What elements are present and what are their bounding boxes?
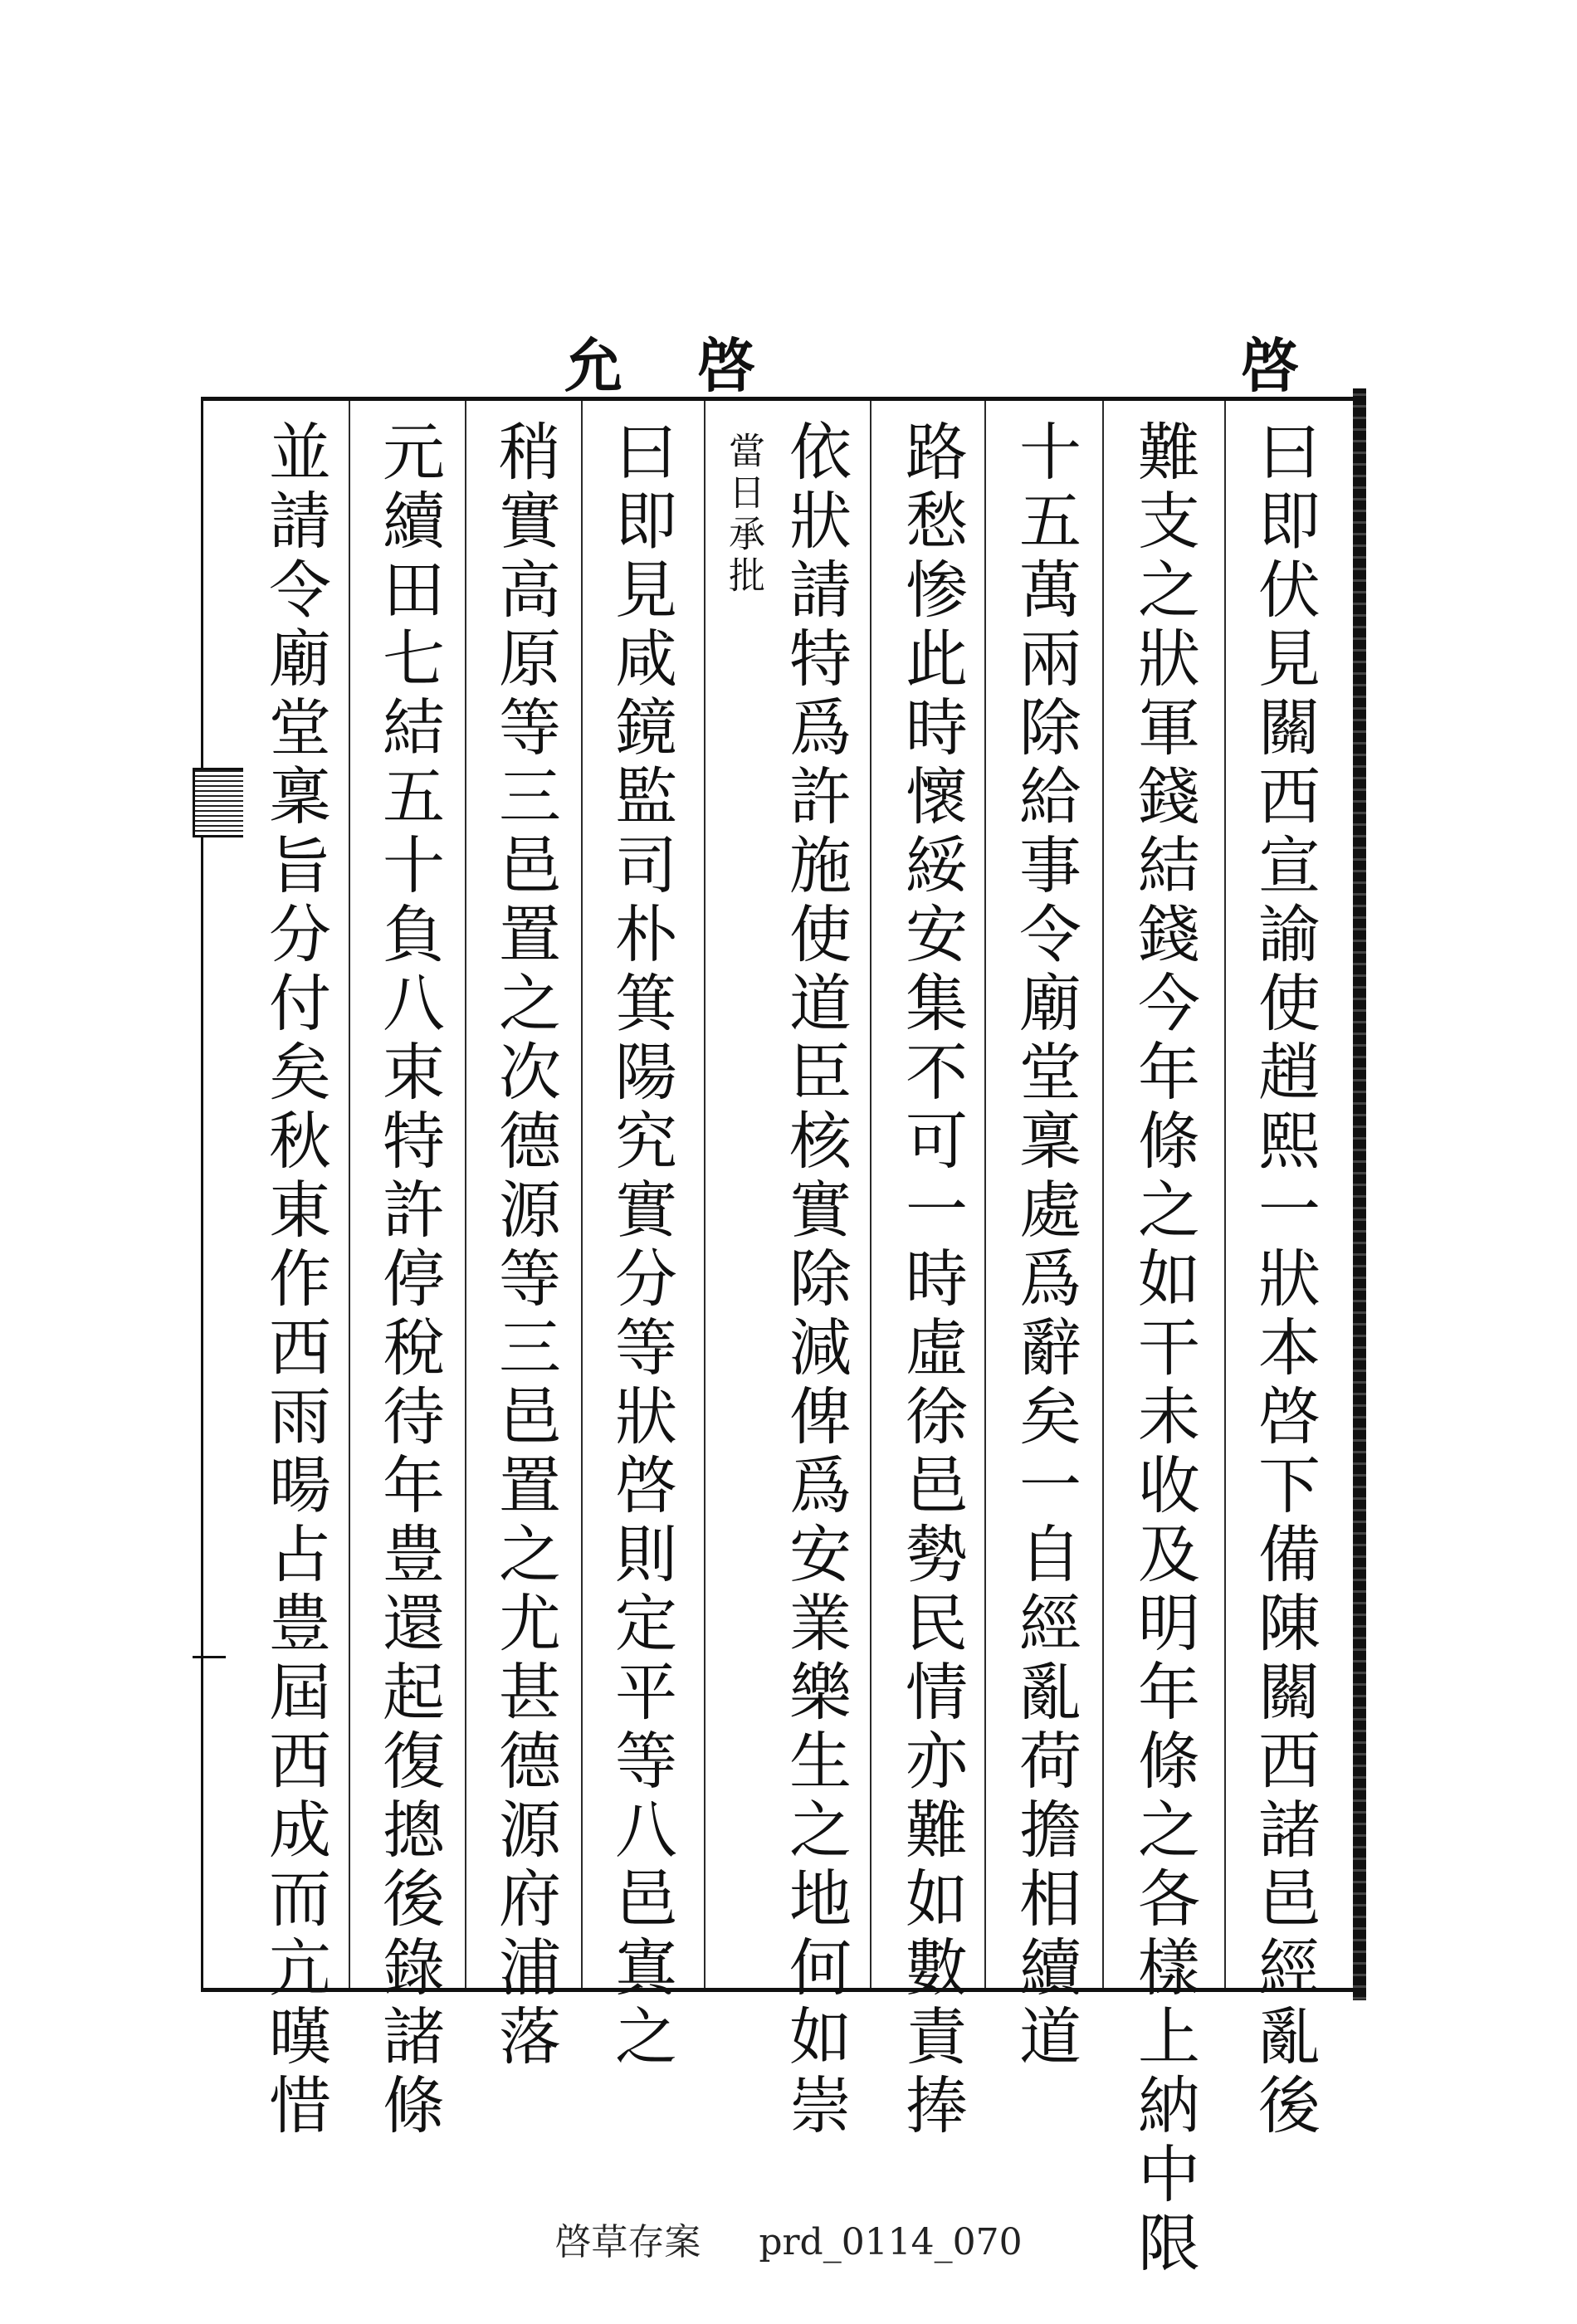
- column-rule: [1102, 401, 1104, 1988]
- text-column-1: 曰即伏見關西宣諭使趙熙一狀本啓下備陳關西諸邑經亂後: [1248, 419, 1321, 2141]
- text-column-6: 曰即見咸鏡監司朴箕陽究實分等狀啓則定平等八邑寘之: [605, 419, 678, 2073]
- running-head-right: 啓: [1241, 331, 1304, 400]
- fold-tick: [193, 1656, 226, 1658]
- text-column-3: 十五萬兩除給事令廟堂稟處爲辭矣一自經亂荷擔相續道: [1009, 419, 1082, 2073]
- column-rule: [581, 401, 583, 1988]
- column-rule: [984, 401, 986, 1988]
- running-head-center: 允啓: [564, 331, 830, 400]
- fold-mark: [193, 768, 243, 837]
- text-column-8: 元續田七結五十負八束特許停稅待年豊還起復摠後錄諸條: [373, 419, 446, 2141]
- text-column-note: 當日承批: [722, 432, 764, 598]
- column-rule: [465, 401, 466, 1988]
- page-id: prd_0114_070: [759, 2221, 1023, 2263]
- book-title: 啓草存案: [554, 2221, 701, 2263]
- text-column-9: 並請令廟堂稟旨分付矣秋東作西雨暘占豊屆西成而亢暵惜: [259, 419, 332, 2141]
- text-column-4: 路愁惨此時懷綏安集不可一時虛徐邑勢民情亦難如數責捧: [896, 419, 969, 2141]
- text-column-7: 稍實高原等三邑置之次德源等三邑置之尤甚德源府浦落: [489, 419, 562, 2073]
- frame-right-edge: [1353, 388, 1366, 2000]
- column-rule: [870, 401, 872, 1988]
- text-column-5: 依狀請特爲許施使道臣核實除減俾爲安業樂生之地何如崇: [779, 419, 852, 2141]
- column-rule: [349, 401, 350, 1988]
- column-rule: [1224, 401, 1226, 1988]
- text-column-2: 難支之狀軍錢結錢今年條之如干未收及明年條之各樣上納中限: [1128, 419, 1201, 2279]
- page-footer: [0, 2212, 1577, 2265]
- column-rule: [704, 401, 706, 1988]
